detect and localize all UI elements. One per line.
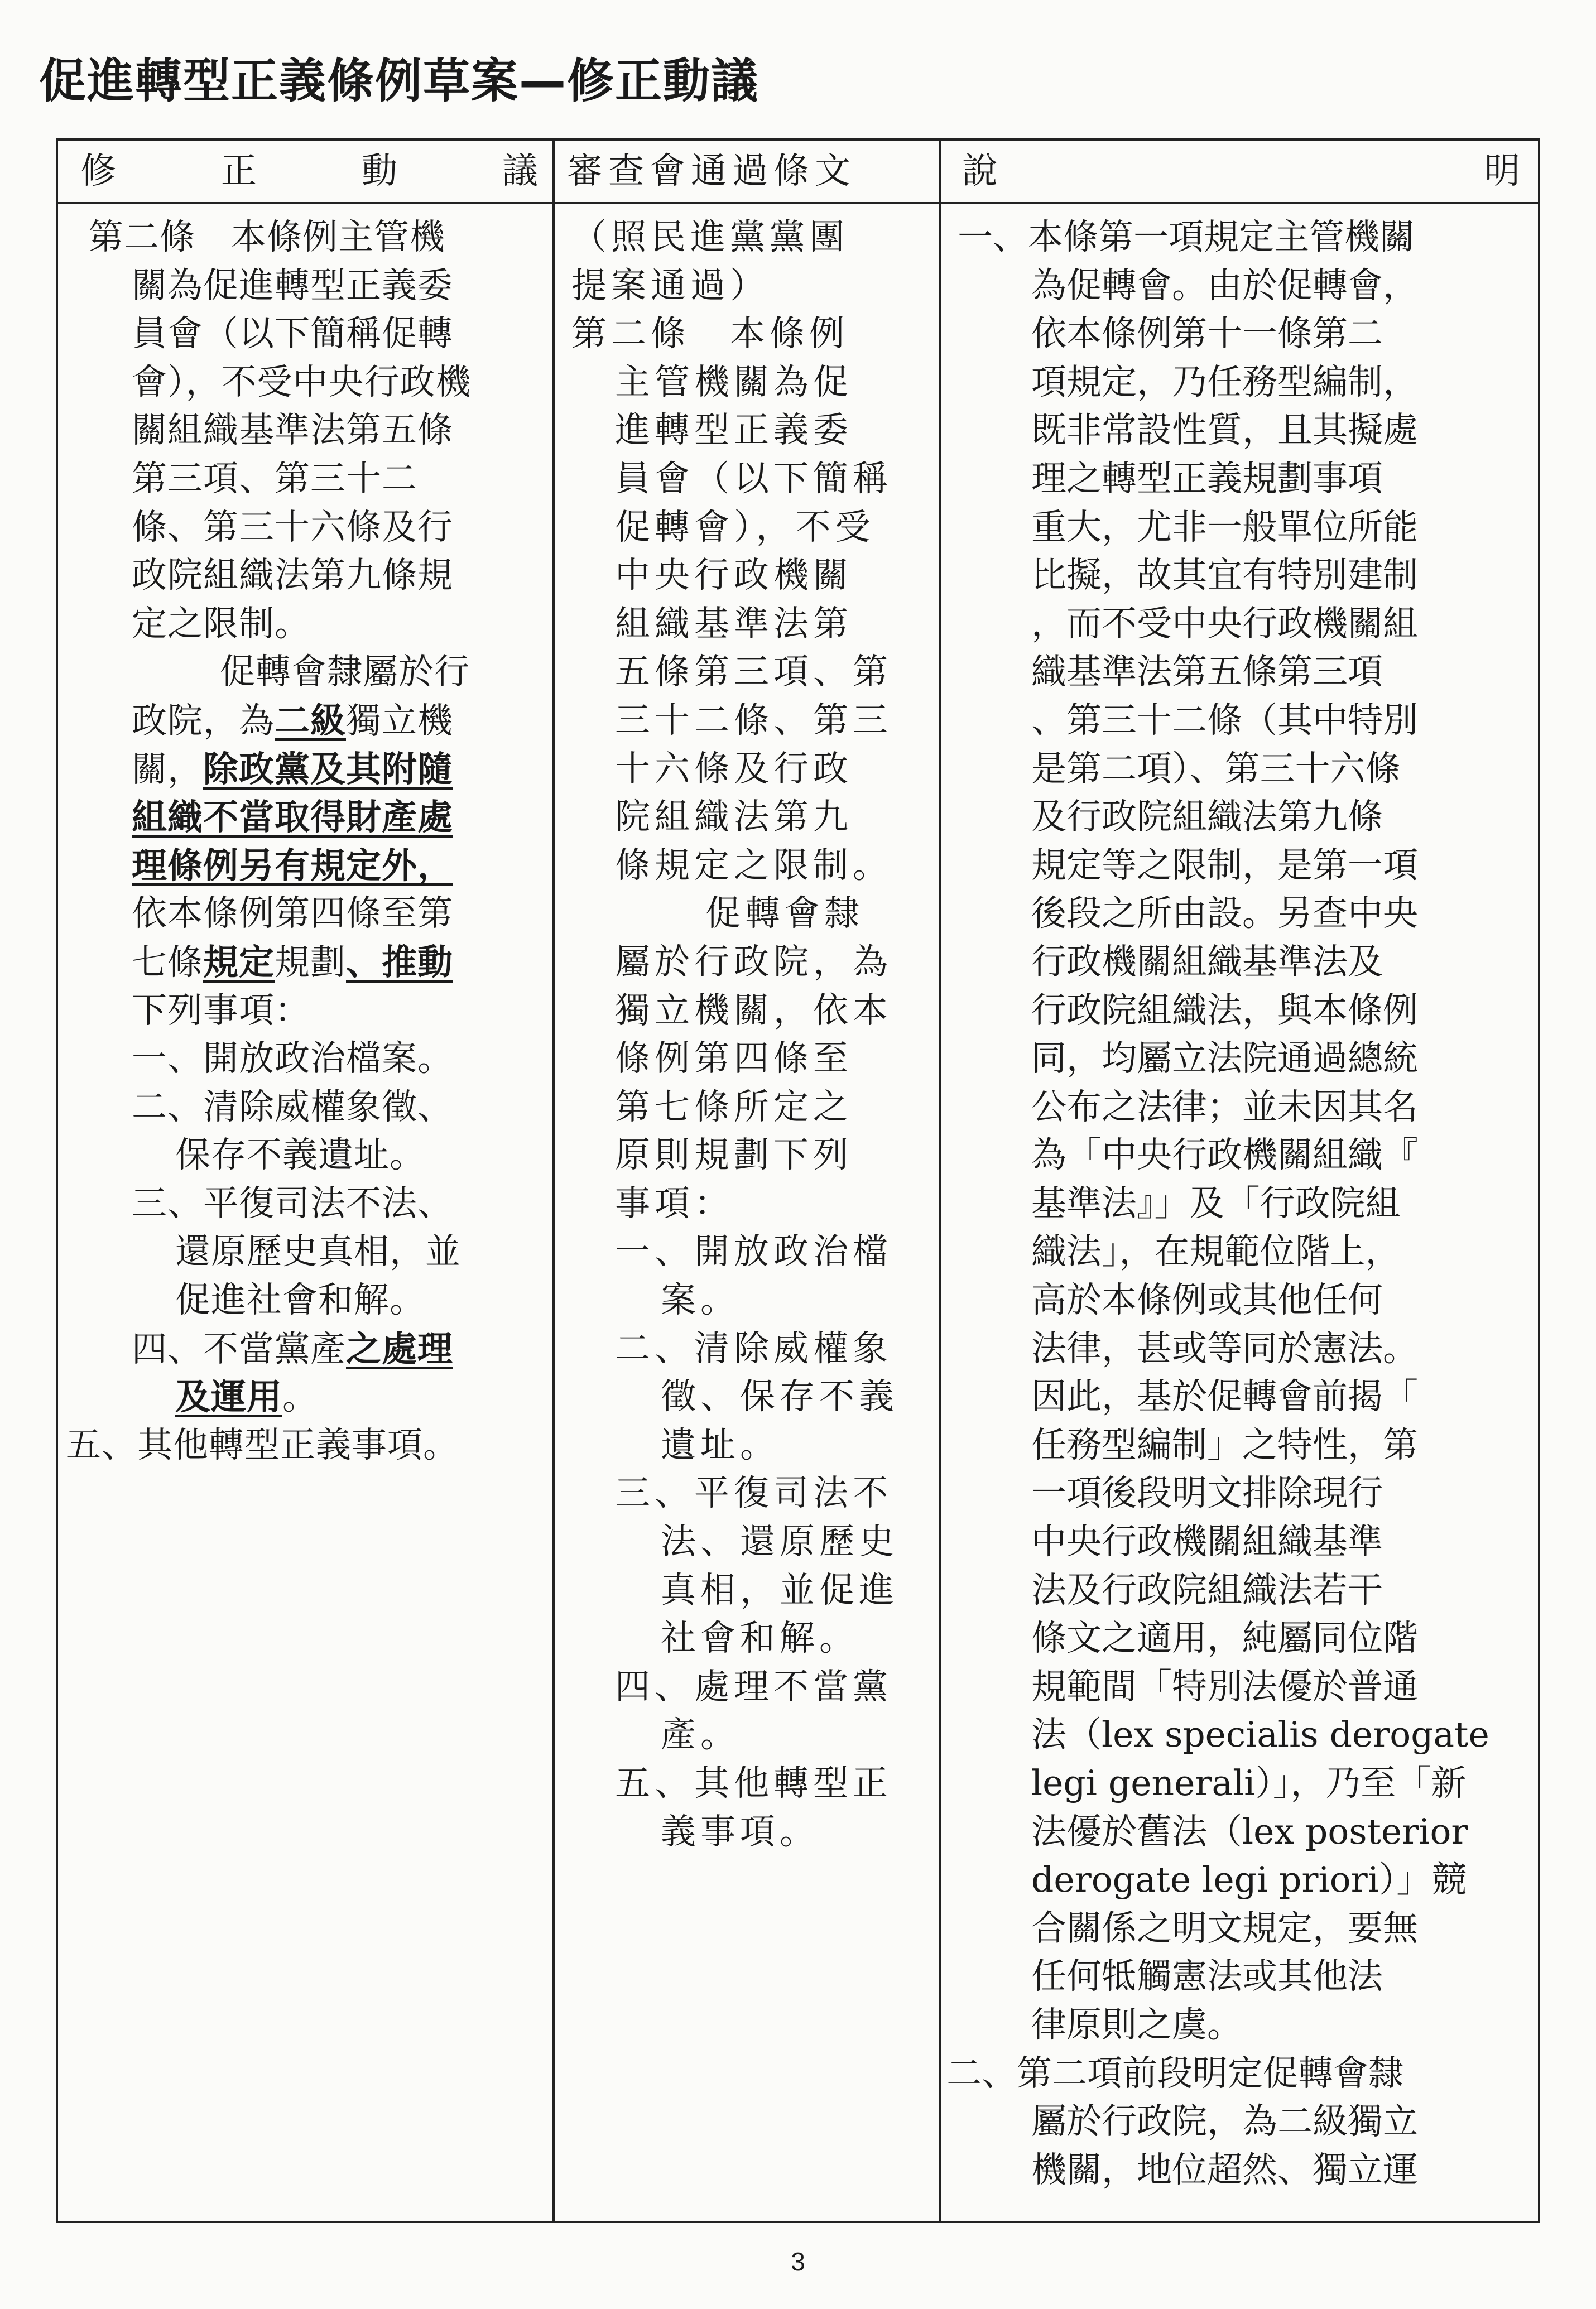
text-line: 二、第二項前段明定促轉會隸 (946, 2052, 1403, 2094)
committee-text-column (571, 213, 934, 1856)
header-char: 正 (221, 151, 257, 192)
text-line: ，而不受中央行政機關組 (1031, 603, 1418, 644)
text-line: 三十二條、第三 (615, 699, 892, 740)
text-line: 行政院組織法，與本條例 (1031, 989, 1418, 1031)
text-line: 義事項。 (661, 1811, 819, 1852)
text-line: 法（lex specialis derogate (1031, 1714, 1489, 1755)
text-line: 同，均屬立法院通過總統 (1031, 1038, 1418, 1079)
text-line: 比擬，故其宜有特別建制 (1031, 555, 1418, 596)
text-line: 法優於舊法（lex posterior (1031, 1811, 1468, 1852)
text-line: 還原歷史真相，並 (175, 1231, 461, 1272)
text-line: 一、開放政治檔 (615, 1231, 892, 1272)
text-line: 三、平復司法不 (615, 1473, 892, 1514)
text-line: 合關係之明文規定，要無 (1031, 1907, 1418, 1949)
text-line: 徵、保存不義 (661, 1376, 898, 1417)
text-line: 四、處理不當黨 (615, 1666, 892, 1707)
text-line: 保存不義遺址。 (175, 1134, 425, 1176)
header-committee-text: 審查會通過條文 (567, 151, 856, 192)
text-segment: 七條 (132, 941, 203, 983)
text-line: 促轉會隸屬於行 (220, 651, 470, 692)
header-char: 明 (1484, 151, 1520, 192)
text-line: 三、平復司法不法、 (132, 1182, 453, 1224)
amended-text: 及運用 (175, 1376, 282, 1418)
header-char: 動 (362, 151, 397, 192)
text-line: 高於本條例或其他任何 (1031, 1279, 1383, 1321)
text-line: 院組織法第九 (615, 796, 853, 838)
text-line: 因此，基於促轉會前揭「 (1031, 1376, 1418, 1417)
text-line: 員會（以下簡稱促轉 (132, 313, 453, 354)
header-char: 說 (962, 151, 998, 192)
text-line: 五條第三項、第 (615, 651, 892, 692)
text-line: 社會和解。 (661, 1618, 859, 1659)
text-line (88, 938, 551, 987)
amended-text: 除政黨及其附隨 (203, 748, 453, 790)
text-line: 後段之所由設。另查中央 (1031, 893, 1418, 934)
comparison-table (56, 138, 1540, 2223)
header-amendment-motion (80, 141, 538, 202)
text-line: 條規定之限制。 (615, 844, 892, 886)
text-line: 中央行政機關組織基準 (1031, 1521, 1383, 1562)
column-divider-1 (552, 141, 555, 2221)
text-line: legi generali）」，乃至「新 (1031, 1763, 1467, 1803)
text-line: 事項： (615, 1182, 734, 1224)
text-line: 條例第四條至 (615, 1038, 853, 1079)
text-line: 政院組織法第九條規 (132, 555, 453, 596)
text-line: 二、清除威權象徵、 (132, 1086, 453, 1127)
text-line (88, 745, 551, 793)
header-explanation (962, 141, 1520, 202)
text-line: 進轉型正義委 (615, 410, 853, 451)
text-line: 第三項、第三十二 (132, 458, 417, 499)
text-line: 、第三十二條（其中特別 (1031, 699, 1418, 740)
text-line: 第七條所定之 (615, 1086, 853, 1127)
text-line: 法及行政院組織法若干 (1031, 1569, 1383, 1610)
text-line: 法、還原歷史 (661, 1521, 898, 1562)
amended-text: 組織不當取得財產處 (132, 796, 453, 838)
text-line: 織法」，在規範位階上， (1031, 1231, 1401, 1272)
text-line: 依本條例第十一條第二 (1031, 313, 1383, 354)
text-line: 促進社會和解。 (175, 1279, 425, 1321)
text-line: 及行政院組織法第九條 (1031, 796, 1383, 838)
text-line: 案。 (661, 1279, 740, 1321)
text-line: 行政機關組織基準法及 (1031, 941, 1383, 982)
text-line: 條、第三十六條及行 (132, 506, 453, 547)
text-line: 既非常設性質，且其擬處 (1031, 410, 1418, 451)
text-line: 公布之法律；並未因其名 (1031, 1086, 1418, 1127)
text-segment: 獨立機 (346, 700, 453, 741)
text-line (88, 1325, 551, 1373)
amended-text: 規定 (203, 941, 275, 983)
text-line: 產。 (661, 1714, 740, 1755)
text-line: 一、本條第一項規定主管機關 (958, 217, 1415, 257)
text-line: 屬於行政院，為二級獨立 (1031, 2101, 1418, 2142)
text-line: 促轉會），不受 (615, 506, 875, 547)
text-line: 是第二項）、第三十六條 (1031, 748, 1401, 789)
text-segment: 。 (282, 1377, 318, 1418)
text-line: 一項後段明文排除現行 (1031, 1473, 1383, 1514)
text-line: 關為促進轉型正義委 (132, 264, 453, 306)
text-line: 促轉會隸 (705, 893, 864, 934)
text-line: 規範間「特別法優於普通 (1031, 1666, 1418, 1707)
header-char: 議 (502, 151, 538, 192)
text-segment: 關， (132, 748, 203, 790)
text-line: 項規定，乃任務型編制， (1031, 361, 1418, 402)
text-line: 第二條 本條例 (571, 313, 849, 354)
text-line: 組織基準法第 (615, 603, 853, 644)
text-line: 條文之適用，純屬同位階 (1031, 1618, 1418, 1659)
text-line: 法律，甚或等同於憲法。 (1031, 1327, 1418, 1369)
text-segment: 四、不當黨產 (132, 1328, 346, 1369)
text-line: 織基準法第五條第三項 (1031, 651, 1383, 692)
page-title: 促進轉型正義條例草案—修正動議 (39, 54, 759, 108)
text-line: 任何牴觸憲法或其他法 (1031, 1956, 1383, 1997)
text-line: 為促轉會。由於促轉會， (1031, 264, 1418, 306)
text-line: 獨立機關，依本 (615, 989, 892, 1031)
text-line: 為「中央行政機關組織『 (1031, 1134, 1418, 1176)
text-line: 重大，尤非一般單位所能 (1031, 506, 1418, 547)
text-line: 定之限制。 (132, 603, 310, 644)
text-line: 真相，並促進 (661, 1569, 898, 1610)
text-line: 中央行政機關 (615, 555, 853, 596)
amendment-motion-column (66, 213, 551, 1469)
text-line: 任務型編制」之特性，第 (1031, 1424, 1418, 1465)
text-line (88, 1373, 551, 1421)
amended-text: 、推動 (346, 941, 453, 983)
text-segment: 規劃 (275, 941, 346, 983)
text-line: 遺址。 (661, 1424, 780, 1465)
table-header-row (58, 141, 1538, 204)
text-line: 會），不受中央行政機 (132, 361, 472, 402)
text-segment: 政院，為 (132, 700, 275, 741)
text-line: 員會（以下簡稱 (615, 458, 892, 499)
text-line: 十六條及行政 (615, 748, 853, 789)
text-line (88, 793, 551, 841)
amended-text: 二級 (275, 699, 346, 741)
amended-text: 之處理 (346, 1327, 453, 1369)
page-number: 3 (791, 2247, 805, 2276)
text-line: 主管機關為促 (615, 361, 853, 402)
text-line: 機關，地位超然、獨立運 (1031, 2149, 1418, 2190)
amended-text: 理條例另有規定外， (132, 844, 453, 886)
text-line: 關組織基準法第五條 (132, 410, 453, 451)
text-line: 一、開放政治檔案。 (132, 1038, 453, 1079)
text-line: 五、其他轉型正 (615, 1763, 892, 1803)
text-line: 提案通過） (571, 264, 770, 306)
text-line: 第二條 本條例主管機 (88, 217, 445, 257)
text-line: 五、其他轉型正義事項。 (66, 1424, 459, 1465)
text-line: 下列事項： (132, 989, 310, 1031)
text-line: 基準法』」及「行政院組 (1031, 1182, 1401, 1224)
column-divider-2 (939, 141, 941, 2221)
text-line (88, 696, 551, 745)
text-line: 規定等之限制，是第一項 (1031, 844, 1418, 886)
text-line: derogate legi priori）」競 (1031, 1859, 1467, 1901)
text-line: 二、清除威權象 (615, 1327, 892, 1369)
text-line: 理之轉型正義規劃事項 (1031, 458, 1383, 499)
explanation-column (946, 213, 1538, 2194)
header-char: 修 (80, 151, 116, 192)
text-line: 屬於行政院，為 (615, 941, 892, 982)
text-line: （照民進黨黨團 (571, 217, 849, 257)
text-line: 依本條例第四條至第 (132, 893, 453, 934)
text-line (88, 841, 551, 890)
text-line: 律原則之虞。 (1031, 2004, 1242, 2045)
text-line: 原則規劃下列 (615, 1134, 853, 1176)
